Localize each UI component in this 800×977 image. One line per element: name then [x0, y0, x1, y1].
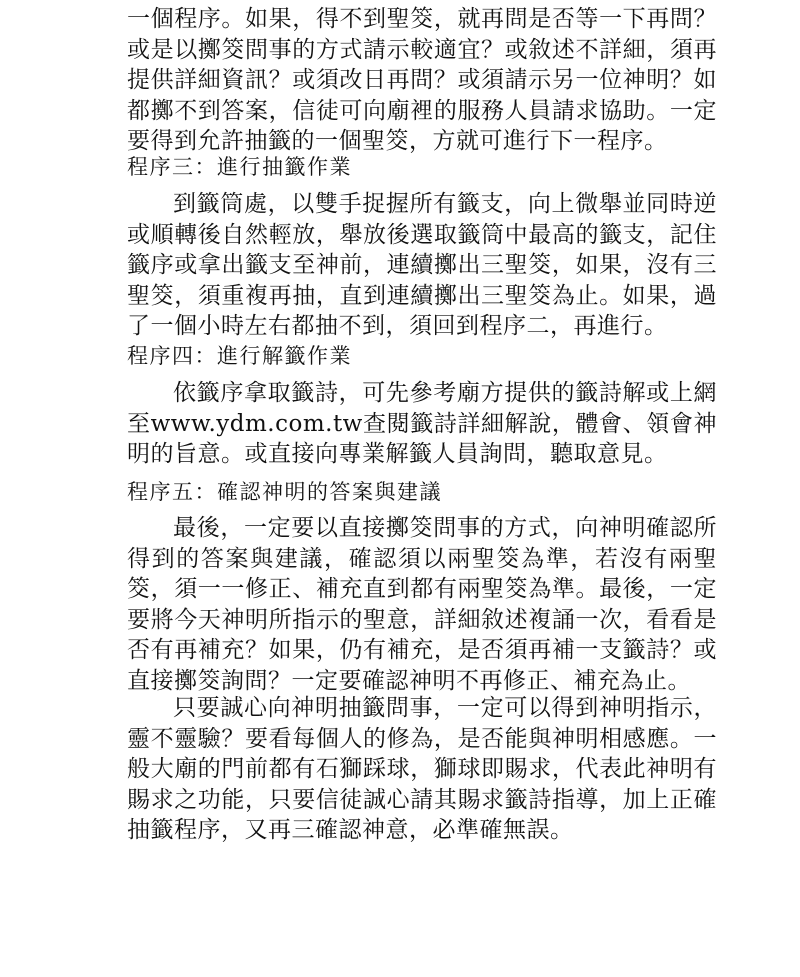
- section-heading-step-4: 程序四：進行解籤作業: [127, 344, 352, 368]
- closing-paragraph: 只要誠心向神明抽籤問事，一定可以得到神明指示，靈不靈驗？要看每個人的修為，是否能與神明相感應。一般大廟的門前都有石獅踩球，獅球即賜求，代表此神明有賜求之功能，只要信徒誠心請其賜求籤詩指導，加上正確抽籤程序，又再三確認神意，必準確無誤。: [127, 695, 717, 843]
- continuation-paragraph: 一個程序。如果，得不到聖筊，就再問是否等一下再問？或是以擲筊問事的方式請示較適宜？或敘述不詳細，須再提供詳細資訊？或須改日再問？或須請示另一位神明？如都擲不到答案，信徒可向廟裡的服務人員請求協助。一定要得到允許抽籤的一個聖筊，方就可進行下一程序。: [127, 6, 717, 154]
- section-body-step-4: 依籤序拿取籤詩，可先參考廟方提供的籤詩解或上網至www.ydm.com.tw查閱籤詩詳細解說，體會、領會神明的旨意。或直接向專業解籤人員詢問，聽取意見。: [127, 380, 717, 467]
- section-heading-step-3: 程序三：進行抽籤作業: [127, 155, 352, 179]
- section-body-step-5: 最後，一定要以直接擲筊問事的方式，向神明確認所得到的答案與建議，確認須以兩聖筊為準，若沒有兩聖筊，須一一修正、補充直到都有兩聖筊為準。最後，一定要將今天神明所指示的聖意，詳細敘述複誦一次，看看是否有再補充？如果，仍有補充，是否須再補一支籤詩？或直接擲筊詢問？一定要確認神明不再修正、補充為止。: [127, 515, 717, 694]
- section-heading-step-5: 程序五：確認神明的答案與建議: [127, 480, 442, 504]
- section-body-step-3: 到籤筒處，以雙手捉握所有籤支，向上微舉並同時逆或順轉後自然輕放，舉放後選取籤筒中最高的籤支，記住籤序或拿出籤支至神前，連續擲出三聖筊，如果，沒有三聖筊，須重複再抽，直到連續擲出三聖筊為止。如果，過了一個小時左右都抽不到，須回到程序二，再進行。: [127, 191, 717, 339]
